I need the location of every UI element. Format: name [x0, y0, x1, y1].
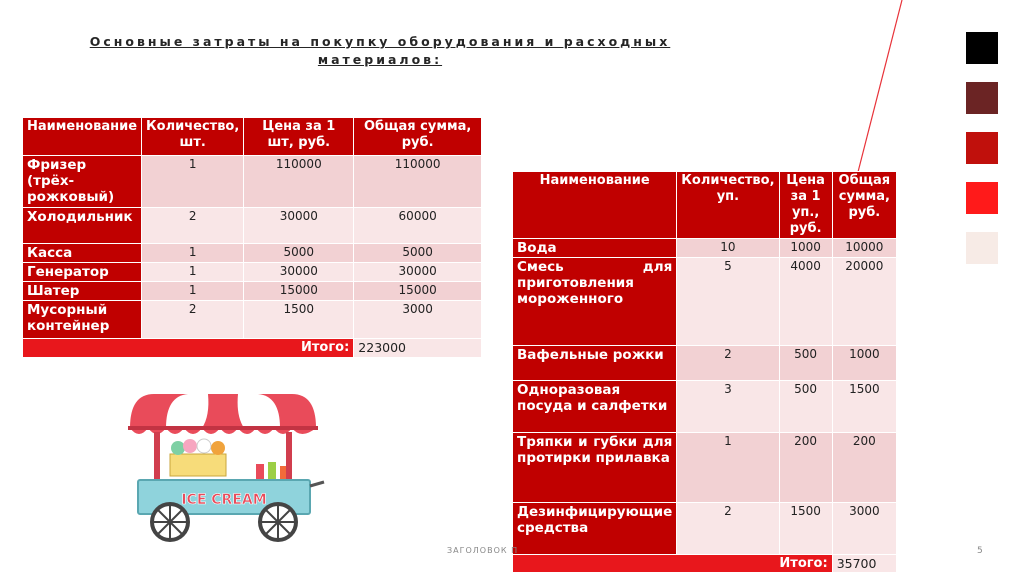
color-swatch-cream: [966, 232, 998, 264]
item-price: 15000: [244, 282, 354, 301]
item-total: 20000: [832, 258, 896, 346]
color-swatch-maroon: [966, 82, 998, 114]
item-total: 3000: [354, 301, 482, 339]
total-value: 223000: [354, 339, 482, 358]
item-qty: 10: [677, 239, 779, 258]
total-label: Итого:: [513, 555, 833, 573]
table-row: [513, 381, 897, 433]
table-row: [23, 156, 482, 208]
item-price: 200: [779, 433, 832, 503]
item-total: 1000: [832, 346, 896, 381]
item-name: Касса: [23, 244, 142, 263]
column-header: Цена за 1 шт, руб.: [244, 118, 354, 156]
column-header: Наименование: [513, 172, 677, 239]
item-qty: 3: [677, 381, 779, 433]
item-price: 500: [779, 346, 832, 381]
item-name: Смесь для приготовления мороженного: [513, 258, 677, 346]
item-qty: 1: [142, 282, 244, 301]
column-header: Общая сумма, руб.: [832, 172, 896, 239]
color-swatch-black: [966, 32, 998, 64]
page-number: 5: [977, 546, 983, 556]
table-row: [513, 433, 897, 503]
equipment-table: [22, 117, 482, 358]
item-name: Фризер (трёх-рожковый): [23, 156, 142, 208]
table-row: [23, 301, 482, 339]
item-name: Тряпки и губки для протирки прилавка: [513, 433, 677, 503]
item-qty: 2: [142, 208, 244, 244]
item-name: Одноразовая посуда и салфетки: [513, 381, 677, 433]
footer-text: ЗАГОЛОВОК П: [447, 546, 519, 555]
item-total: 200: [832, 433, 896, 503]
item-price: 1000: [779, 239, 832, 258]
item-qty: 5: [677, 258, 779, 346]
item-total: 5000: [354, 244, 482, 263]
item-total: 110000: [354, 156, 482, 208]
table-row: [23, 263, 482, 282]
item-name: Вода: [513, 239, 677, 258]
item-price: 500: [779, 381, 832, 433]
item-qty: 2: [677, 503, 779, 555]
slide-title-line1: Основные затраты на покупку оборудования и расходных: [89, 34, 671, 49]
item-price: 30000: [244, 263, 354, 282]
ice-cream-cart-illustration: [118, 386, 328, 544]
total-row: [23, 339, 482, 358]
table-row: [513, 258, 897, 346]
column-header: Наименование: [23, 118, 142, 156]
total-value: 35700: [832, 555, 896, 573]
cart-sign-text: ICE CREAM: [181, 492, 267, 508]
item-total: 3000: [832, 503, 896, 555]
table-row: [513, 346, 897, 381]
item-price: 5000: [244, 244, 354, 263]
total-row: [513, 555, 897, 573]
table-row: [23, 282, 482, 301]
item-qty: 2: [677, 346, 779, 381]
item-qty: 1: [677, 433, 779, 503]
item-name: Мусорный контейнер: [23, 301, 142, 339]
column-header: Количество, шт.: [142, 118, 244, 156]
consumables-table: [512, 171, 897, 573]
color-swatch-red: [966, 132, 998, 164]
item-qty: 1: [142, 263, 244, 282]
item-qty: 1: [142, 156, 244, 208]
table-row: [513, 239, 897, 258]
item-total: 15000: [354, 282, 482, 301]
item-price: 30000: [244, 208, 354, 244]
column-header: Цена за 1 уп., руб.: [779, 172, 832, 239]
slide-title-line2: материалов:: [317, 52, 443, 67]
item-name: Генератор: [23, 263, 142, 282]
table-row: [513, 503, 897, 555]
item-total: 10000: [832, 239, 896, 258]
item-name: Вафельные рожки: [513, 346, 677, 381]
cart-roof: [130, 394, 316, 428]
item-price: 1500: [779, 503, 832, 555]
column-header: Общая сумма, руб.: [354, 118, 482, 156]
item-name: Шатер: [23, 282, 142, 301]
item-total: 30000: [354, 263, 482, 282]
item-price: 110000: [244, 156, 354, 208]
item-qty: 1: [142, 244, 244, 263]
item-total: 60000: [354, 208, 482, 244]
total-label: Итого:: [23, 339, 354, 358]
item-qty: 2: [142, 301, 244, 339]
item-price: 1500: [244, 301, 354, 339]
item-name: Дезинфицирующие средства: [513, 503, 677, 555]
item-total: 1500: [832, 381, 896, 433]
item-price: 4000: [779, 258, 832, 346]
item-name: Холодильник: [23, 208, 142, 244]
color-swatch-bright-red: [966, 182, 998, 214]
table-row: [23, 208, 482, 244]
column-header: Количество, уп.: [677, 172, 779, 239]
table-row: [23, 244, 482, 263]
